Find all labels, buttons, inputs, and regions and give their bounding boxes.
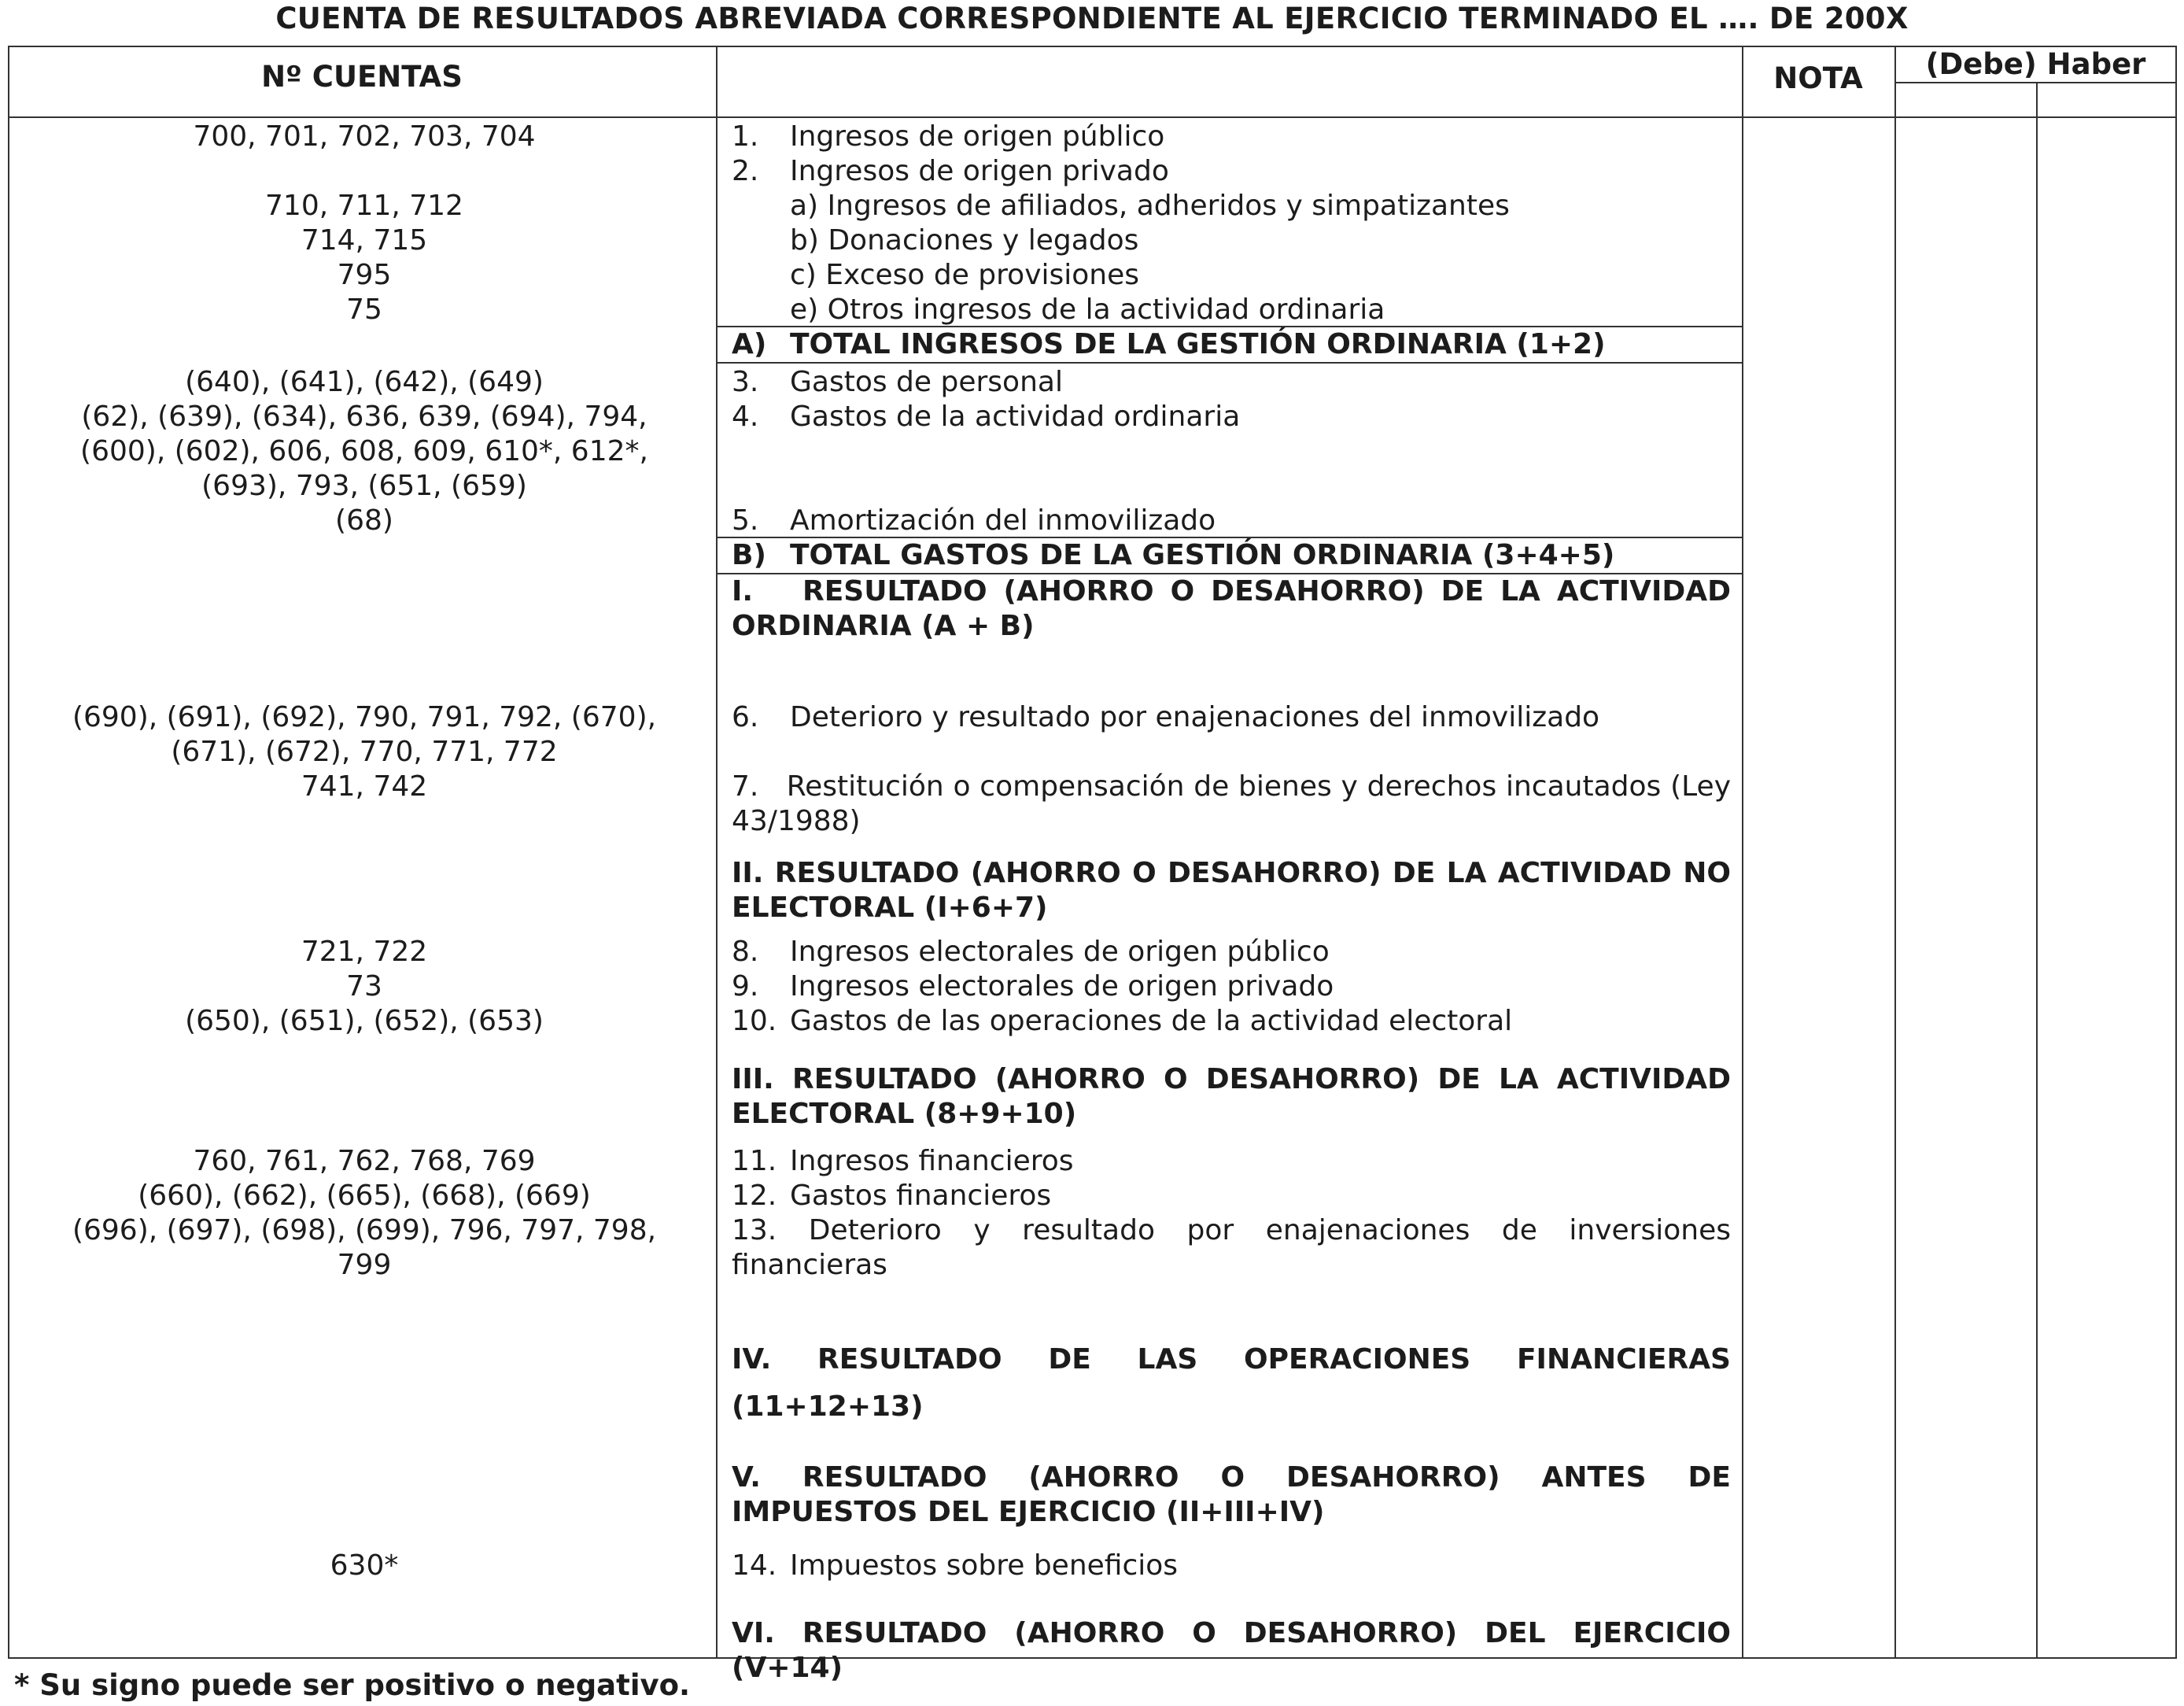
item-label: Ingresos electorales de origen privado — [790, 970, 1334, 1003]
header-nota: NOTA — [1773, 61, 1863, 95]
account-numbers: 741, 742 — [301, 770, 428, 803]
column-divider — [2036, 83, 2038, 1659]
line-item — [732, 1004, 1731, 1039]
line-item: 7. Restitución o compensación de bienes y derechos incautados (Ley 43/1988) — [732, 770, 1740, 837]
item-number: 9. — [732, 970, 759, 1003]
item-number: 5. — [732, 504, 759, 537]
column-divider — [1894, 46, 1896, 1659]
item-label: Impuestos sobre beneficios — [790, 1549, 1179, 1582]
account-numbers: (660), (662), (665), (668), (669) — [138, 1180, 591, 1212]
line-item — [732, 969, 1731, 1004]
document-title: CUENTA DE RESULTADOS ABREVIADA CORRESPONDIENTE AL EJERCICIO TERMINADO EL …. DE 200X — [275, 2, 1909, 35]
line-item — [732, 120, 1731, 154]
line-item — [732, 154, 1731, 189]
total-label: TOTAL INGRESOS DE LA GESTIÓN ORDINARIA (1+2) — [790, 328, 1606, 360]
account-numbers: (62), (639), (634), 636, 639, (694), 794, — [81, 401, 647, 433]
line-item — [732, 1144, 1731, 1179]
line-item — [732, 700, 1731, 735]
line-subitem: b) Donaciones y legados — [790, 224, 1139, 257]
result-row: II. RESULTADO (AHORRO O DESAHORRO) DE LA ACTIVIDAD NO ELECTORAL (I+6+7) — [732, 857, 1731, 924]
header-cuentas: Nº CUENTAS — [261, 60, 463, 94]
item-label: Ingresos de origen privado — [790, 155, 1169, 187]
item-label: Ingresos financieros — [790, 1145, 1074, 1177]
result-row: VI. RESULTADO (AHORRO O DESAHORRO) DEL EJERCICIO (V+14) — [732, 1617, 1731, 1684]
line-item — [732, 1549, 1731, 1583]
item-number: 2. — [732, 155, 759, 187]
line-item — [732, 400, 1731, 434]
account-numbers: 75 — [346, 294, 382, 326]
total-letter: A) — [732, 328, 767, 360]
line-subitem: a) Ingresos de afiliados, adheridos y simpatizantes — [790, 190, 1510, 222]
item-label: Gastos de las operaciones de la actividad electoral — [790, 1005, 1513, 1037]
item-label: Ingresos electorales de origen público — [790, 936, 1330, 968]
item-number: 11. — [732, 1145, 777, 1177]
account-numbers: (650), (651), (652), (653) — [185, 1005, 544, 1037]
item-number: 12. — [732, 1180, 777, 1212]
item-number: 4. — [732, 401, 759, 433]
line-item: 13. Deterioro y resultado por enajenaciones de inversiones financieras — [732, 1214, 1731, 1281]
result-row: I. RESULTADO (AHORRO O DESAHORRO) DE LA ACTIVIDAD ORDINARIA (A + B) — [732, 575, 1741, 642]
account-numbers: 710, 711, 712 — [265, 190, 463, 222]
item-label: Gastos financieros — [790, 1180, 1052, 1212]
line-item — [732, 504, 1731, 538]
account-numbers: (696), (697), (698), (699), 796, 797, 798, — [72, 1214, 657, 1246]
account-numbers: 73 — [346, 970, 382, 1003]
account-numbers: (693), 793, (651, (659) — [201, 470, 527, 502]
footnote: * Su signo puede ser positivo o negativo. — [14, 1668, 691, 1702]
total-row — [732, 538, 1731, 573]
line-subitem: c) Exceso de provisiones — [790, 259, 1140, 291]
account-numbers: 721, 722 — [301, 936, 428, 968]
account-numbers: 700, 701, 702, 703, 704 — [193, 120, 536, 153]
account-numbers: (671), (672), 770, 771, 772 — [171, 736, 558, 768]
result-row: IV. RESULTADO DE LAS OPERACIONES FINANCIERAS (11+12+13) — [732, 1343, 1731, 1423]
item-label: Deterioro y resultado por enajenaciones del inmovilizado — [790, 701, 1600, 733]
account-numbers: (600), (602), 606, 608, 609, 610*, 612*, — [80, 435, 648, 467]
total-letter: B) — [732, 539, 766, 571]
result-row: V. RESULTADO (AHORRO O DESAHORRO) ANTES DE IMPUESTOS DEL EJERCICIO (II+III+IV) — [732, 1461, 1731, 1528]
account-numbers: 799 — [337, 1249, 392, 1281]
item-number: 6. — [732, 701, 759, 733]
line-item — [732, 1179, 1731, 1213]
item-label: Gastos de la actividad ordinaria — [790, 401, 1241, 433]
header-debe-haber: (Debe) Haber — [1925, 47, 2146, 81]
account-numbers: 714, 715 — [301, 224, 428, 257]
item-number: 10. — [732, 1005, 777, 1037]
header-divider — [8, 116, 2177, 118]
header-subdivider — [1894, 82, 2177, 83]
item-number: 14. — [732, 1549, 777, 1582]
item-label: Gastos de personal — [790, 366, 1063, 398]
item-number: 1. — [732, 120, 759, 153]
item-number: 8. — [732, 936, 759, 968]
item-label: Ingresos de origen público — [790, 120, 1165, 153]
account-numbers: (68) — [335, 504, 393, 537]
account-numbers: (690), (691), (692), 790, 791, 792, (670), — [72, 701, 657, 733]
account-numbers: (640), (641), (642), (649) — [185, 366, 544, 398]
account-numbers: 760, 761, 762, 768, 769 — [193, 1145, 536, 1177]
account-numbers: 795 — [337, 259, 392, 291]
row-divider — [716, 362, 1742, 364]
total-label: TOTAL GASTOS DE LA GESTIÓN ORDINARIA (3+4+5) — [790, 539, 1615, 571]
item-number: 3. — [732, 366, 759, 398]
line-item — [732, 935, 1731, 969]
total-row — [732, 327, 1731, 362]
line-item — [732, 365, 1731, 400]
line-subitem: e) Otros ingresos de la actividad ordinaria — [790, 294, 1385, 326]
result-row: III. RESULTADO (AHORRO O DESAHORRO) DE LA ACTIVIDAD ELECTORAL (8+9+10) — [732, 1063, 1731, 1130]
results-table — [8, 46, 2177, 1684]
item-label: Amortización del inmovilizado — [790, 504, 1216, 537]
account-numbers: 630* — [330, 1549, 399, 1582]
